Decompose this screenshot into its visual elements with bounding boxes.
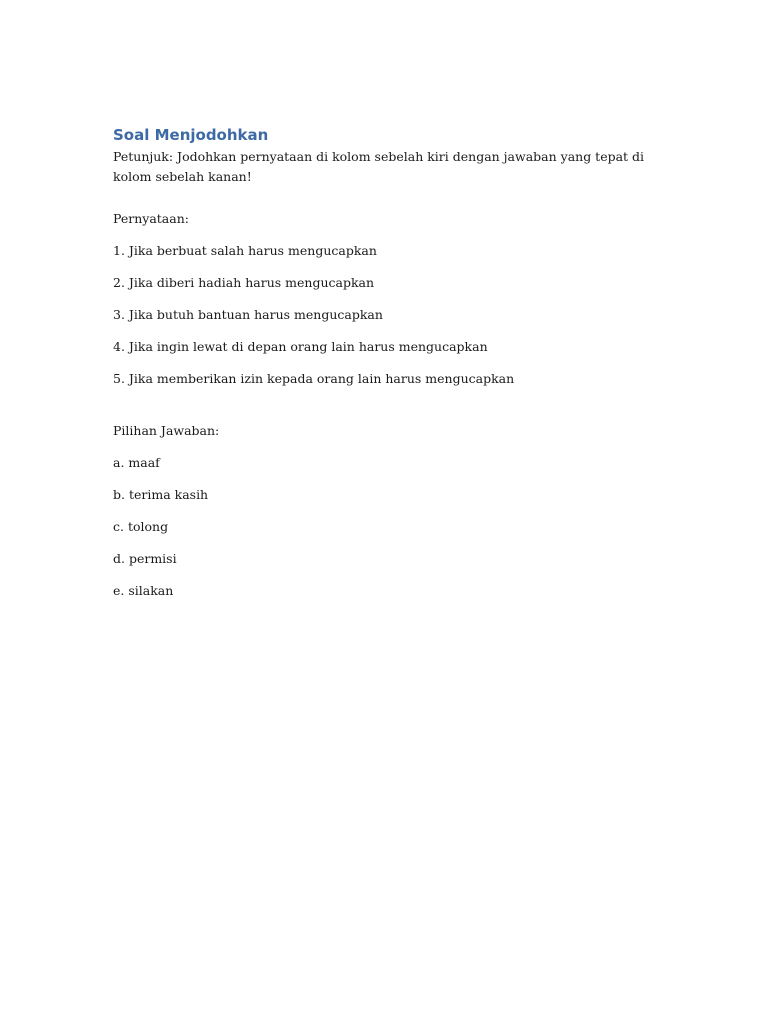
answers-list bbox=[113, 453, 673, 601]
answers-section bbox=[113, 421, 673, 601]
statements-label: Pernyataan: bbox=[113, 211, 189, 226]
instruction-text: Petunjuk: Jodohkan pernyataan di kolom sebelah kiri dengan jawaban yang tepat di kolom sebelah kanan! bbox=[113, 149, 645, 184]
statement-item: 1. Jika berbuat salah harus mengucapkan bbox=[113, 243, 377, 258]
document-title: Soal Menjodohkan bbox=[113, 126, 269, 144]
statements-list bbox=[113, 241, 673, 389]
answer-item: b. terima kasih bbox=[113, 487, 209, 502]
answer-item: a. maaf bbox=[113, 455, 160, 470]
answer-item: d. permisi bbox=[113, 551, 177, 566]
statements-section bbox=[113, 209, 673, 389]
statement-item: 4. Jika ingin lewat di depan orang lain harus mengucapkan bbox=[113, 339, 488, 354]
answer-item: e. silakan bbox=[113, 583, 174, 598]
answer-item: c. tolong bbox=[113, 519, 169, 534]
answers-label: Pilihan Jawaban: bbox=[113, 423, 220, 438]
document-page bbox=[113, 124, 673, 601]
statement-item: 3. Jika butuh bantuan harus mengucapkan bbox=[113, 307, 383, 322]
statement-item: 5. Jika memberikan izin kepada orang lain harus mengucapkan bbox=[113, 371, 515, 386]
statement-item: 2. Jika diberi hadiah harus mengucapkan bbox=[113, 275, 375, 290]
